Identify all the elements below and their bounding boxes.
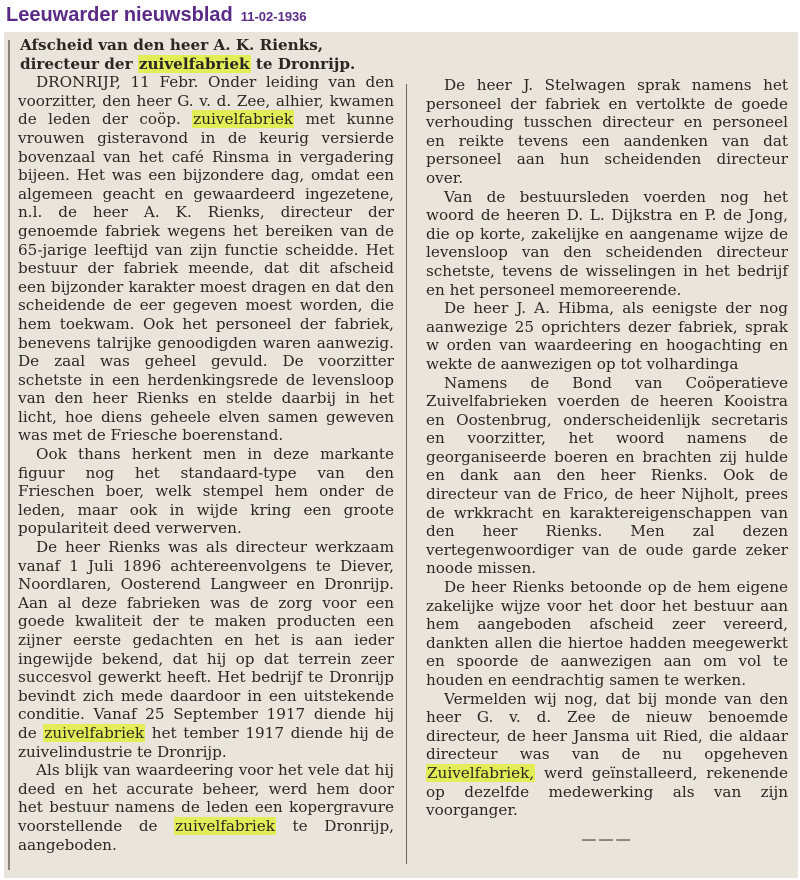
paragraph-text: DRONRIJP, 11 Febr. Onder leiding van den voorzitter, den heer G. v. d. Zee, alhier, kwamen de leden der coöp. xyxy=(18,73,394,129)
article-column-right xyxy=(426,76,788,848)
paragraph-4 xyxy=(18,761,394,854)
headline-line-2 xyxy=(20,55,394,74)
article-end-mark: ——— xyxy=(581,829,633,848)
clipping-edge xyxy=(8,40,10,870)
paragraph-5: De heer J. Stelwagen sprak namens het personeel der fabriek en vertolkte de goede verhouding tusschen directeur en personeel en reikte tevens een aandenken van dat personeel aan hun scheidenden directeur over. xyxy=(426,76,788,187)
paragraph-7: De heer J. A. Hibma, als eenigste der nog aanwezige 25 oprichters dezer fabriek, sprak w orden van waardeering en hoogachting en wekte de aanwezigen op tot volhardinga xyxy=(426,299,788,373)
paragraph-text: Vermelden wij nog, dat bij monde van den heer G. v. d. Zee de nieuw benoemde directeur, de heer Jansma uit Ried, die aldaar directeur was van de nu opgeheven xyxy=(426,689,788,764)
masthead xyxy=(6,4,307,32)
paragraph-text: werd geïnstalleerd, rekenende op dezelfde medewerking als van zijn voorganger. xyxy=(426,763,788,820)
paragraph-text: De heer Rienks was als directeur werkzaam vanaf 1 Juli 1896 achtereenvolgens te Diever, Noordlaren, Oosterend Langweer en Dronrijp. Aan al deze fabrieken was de zorg voor een goede kwaliteit der te maken producten een zijner eerste gedachten en het is aan ieder ingewijde bekend, dat hij op dat terrein zeer succesvol gewerkt heeft. Het bedrijf te Dronrijp bevindt zich mede daardoor in een uitstekende conditie. Vanaf 25 September 1917 diende hij de xyxy=(18,538,394,742)
article-headline xyxy=(18,36,394,73)
paragraph-text: Als blijk van waardeering voor het vele dat hij deed en het accurate beheer, werd hem door het bestuur namens de leden een kopergravure voorstellende de xyxy=(18,761,394,835)
paragraph-8: Namens de Bond van Coöperatieve Zuivelfabrieken voerden de heeren Kooistra en Oostenbrug, onderscheidenlijk secretaris en voorzitter, het woord namens de georganiseerde boeren en brachten zij hulde en dank aan den heer Rienks. Ook de directeur van de Frico, de heer Nijholt, prees de wrkkracht en karaktereigenschappen van den heer Rienks. Men zal dezen vertegenwoordiger van de oude garde zeker noode missen. xyxy=(426,373,788,578)
highlighted-term: Zuivelfabriek, xyxy=(427,763,535,782)
highlighted-term: zuivelfabriek xyxy=(193,110,294,129)
article-column-left xyxy=(18,36,394,854)
paragraph-9: De heer Rienks betoonde op de hem eigene zakelijke wijze voor het door het bestuur aan hem aangeboden afscheid zeer vereerd, dankten allen die hiertoe hadden meegewerkt en spoorde de aanwezigen aan om vol te houden en eendrachtig samen te werken. xyxy=(426,578,788,689)
headline-text: te Dronrijp. xyxy=(250,54,356,73)
paragraph-text: het tember 1917 diende hij de zuivelindustrie te Dronrijp. xyxy=(18,723,394,761)
highlighted-term: zuivelfabriek xyxy=(138,54,250,73)
paragraph-10 xyxy=(426,690,788,820)
paragraph-3 xyxy=(18,538,394,761)
paragraph-6: Van de bestuursleden voerden nog het woord de heeren D. L. Dijkstra en P. de Jong, die op korte, zakelijke en aangename wijze de levensloop van den scheidenden directeur schetste, tevens de wisselingen in het bedrijf en het personeel memoreerende. xyxy=(426,187,788,299)
headline-line-1: Afscheid van den heer A. K. Rienks, xyxy=(20,36,324,54)
column-divider xyxy=(406,84,407,864)
paragraph-text: met kunne vrouwen gisteravond in de keurig versierde bovenzaal van het café Rinsma in vergadering bijeen. Het was een bijzondere dag, omdat een algemeen geacht en gewaardeerd ingezetene, n.l. de heer A. K. Rienks, directeur der genoemde fabriek wegens het bereiken van de 65-jarige leeftijd van zijn functie scheidde. Het bestuur der fabriek meende, dat dit afscheid een bijzonder karakter moest dragen en dat den scheidende de eer gegeven moest worden, die hem toekwam. Ook het personeel der fabriek, benevens talrijke genoodigden waren aanwezig. De zaal was geheel gevuld. De voorzitter schetste in een herdenkingsrede de levensloop van den heer Rienks en stelde daarbij in het licht, hoe diens geheele elven samen geweven was met de Friesche boerenstand. xyxy=(18,110,395,445)
publication-date: 11-02-1936 xyxy=(240,9,307,24)
headline-text: directeur der xyxy=(20,54,138,73)
paragraph-2: Ook thans herkent men in deze markante figuur nog het standaard-type van den Frieschen boer, welk stempel hem onder de leden, maar ook in wijde kring een groote populariteit deed verwerven. xyxy=(18,445,394,538)
newspaper-clipping xyxy=(4,32,798,878)
paragraph-1 xyxy=(18,73,394,445)
highlighted-term: zuivelfabriek xyxy=(175,816,275,835)
newspaper-name: Leeuwarder nieuwsblad xyxy=(6,4,233,26)
paragraph-text: te Dronrijp, aangeboden. xyxy=(18,816,394,854)
highlighted-term: zuivelfabriek xyxy=(44,723,145,742)
